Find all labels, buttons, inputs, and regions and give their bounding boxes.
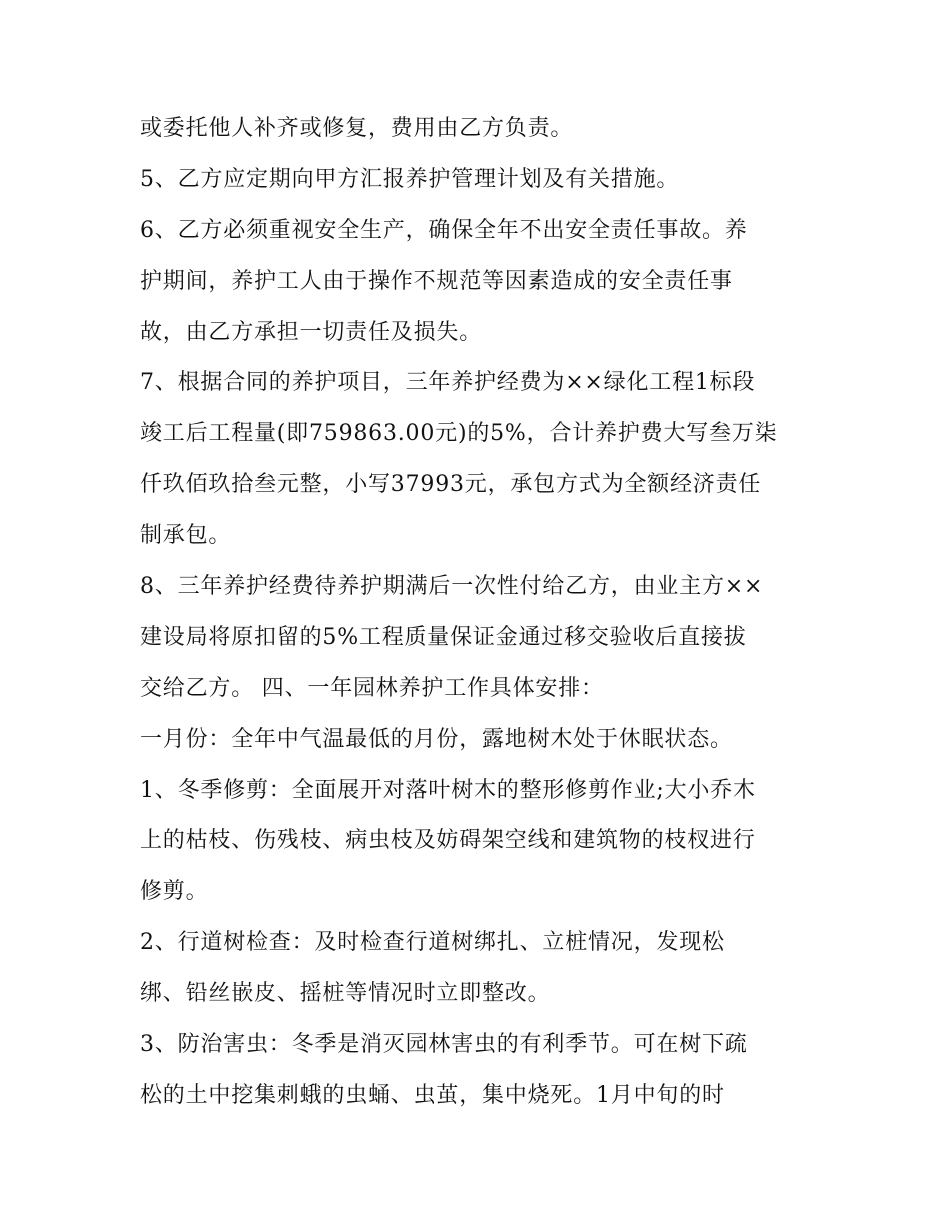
text-line: 制承包。: [140, 523, 232, 549]
text-line: 8、三年养护经费待养护期满后一次性付给乙方，由业主方××: [140, 574, 764, 600]
text-line: 6、乙方必须重视安全生产，确保全年不出安全责任事故。养: [140, 217, 748, 243]
text-line: 故，由乙方承担一切责任及损失。: [140, 319, 483, 345]
text-line: 仟玖佰玖拾叁元整，小写37993元，承包方式为全额经济责任: [140, 472, 762, 498]
text-line: 5、乙方应定期向甲方汇报养护管理计划及有关措施。: [140, 166, 680, 192]
text-line: 1、冬季修剪：全面展开对落叶树木的整形修剪作业;大小乔木: [140, 777, 756, 803]
text-line: 松的土中挖集刺蛾的虫蛹、虫茧，集中烧死。1月中旬的时: [140, 1082, 725, 1108]
text-line: 一月份：全年中气温最低的月份，露地树木处于休眠状态。: [140, 726, 733, 752]
text-line: 上的枯枝、伤残枝、病虫枝及妨碍架空线和建筑物的枝杈进行: [140, 828, 756, 854]
text-line: 护期间，养护工人由于操作不规范等因素造成的安全责任事: [140, 268, 733, 294]
text-line: 建设局将原扣留的5%工程质量保证金通过移交验收后直接拔: [140, 624, 747, 650]
text-line: 3、防治害虫：冬季是消灭园林害虫的有利季节。可在树下疏: [140, 1032, 748, 1058]
text-line: 绑、铅丝嵌皮、摇桩等情况时立即整改。: [140, 981, 551, 1007]
text-line: 2、行道树检查：及时检查行道树绑扎、立桩情况，发现松: [140, 930, 725, 956]
text-line: 或委托他人补齐或修复，费用由乙方负责。: [140, 116, 574, 141]
text-line: 修剪。: [140, 879, 209, 905]
text-line: 交给乙方。 四、一年园林养护工作具体安排：: [140, 675, 604, 701]
text-line: 竣工后工程量(即759863.00元)的5%，合计养护费大写叁万柒: [140, 421, 778, 447]
document-body: [140, 104, 820, 1122]
text-line: 7、根据合同的养护项目，三年养护经费为××绿化工程1标段: [140, 370, 756, 396]
